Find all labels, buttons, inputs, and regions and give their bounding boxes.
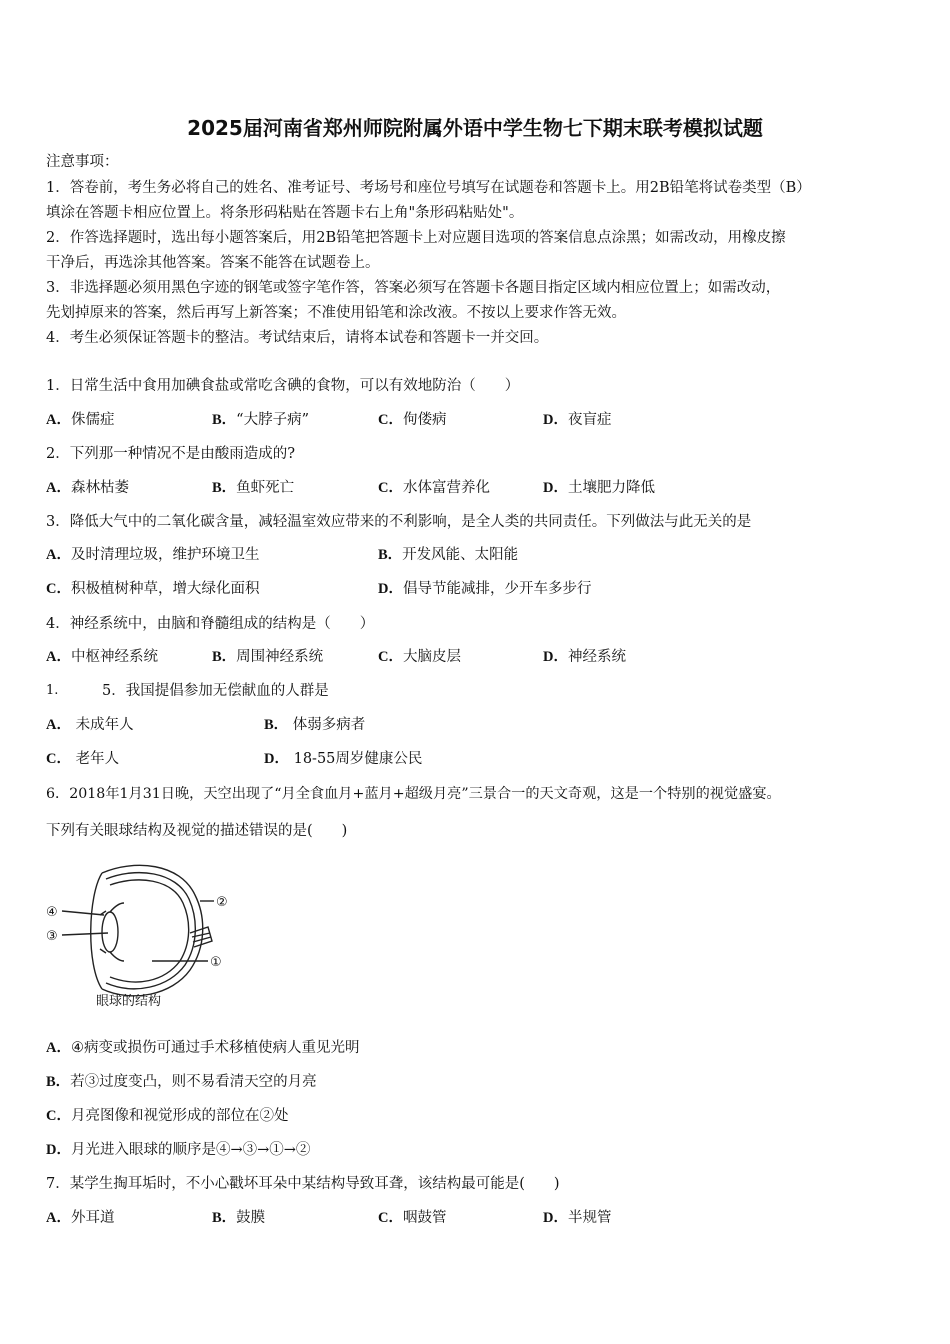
option-c: C．咽鼓管 (378, 1210, 447, 1226)
option-d: D．半规管 (543, 1210, 612, 1226)
question-stem: 4．神经系统中，由脑和脊髓组成的结构是（ ） (46, 616, 375, 632)
option-b: B． 体弱多病者 (264, 717, 366, 733)
figure-label: ③ (46, 929, 58, 944)
question-stem: 3．降低大气中的二氧化碳含量，减轻温室效应带来的不利影响，是全人类的共同责任。下列做法与此无关的是 (46, 514, 752, 530)
option-d: D．月光进入眼球的顺序是④→③→①→② (46, 1142, 311, 1158)
option-a: A． 未成年人 (46, 717, 134, 733)
figure-label: ④ (46, 905, 58, 920)
figure-label: ② (216, 895, 228, 910)
page-title: 2025届河南省郑州师院附属外语中学生物七下期末联考模拟试题 (187, 116, 763, 140)
notice-line: 1．答卷前，考生务必将自己的姓名、准考证号、考场号和座位号填写在试题卷和答题卡上。用2B铅笔将试卷类型（B） (46, 180, 811, 196)
question-stem: 6．2018年1月31日晚，天空出现了“月全食血月+蓝月+超级月亮”三景合一的天文奇观，这是一个特别的视觉盛宴。 (46, 786, 781, 802)
notice-line: 4．考生必须保证答题卡的整洁。考试结束后，请将本试卷和答题卡一并交回。 (46, 330, 549, 346)
option-a: A．森林枯萎 (46, 480, 129, 496)
option-d: D．夜盲症 (543, 412, 612, 428)
notice-line: 先划掉原来的答案，然后再写上新答案；不准使用铅笔和涂改液。不按以上要求作答无效。 (46, 305, 626, 321)
option-a: A．中枢神经系统 (46, 649, 158, 665)
question-stem: 5．我国提倡参加无偿献血的人群是 (102, 683, 329, 699)
option-d: D．倡导节能减排，少开车多步行 (378, 581, 592, 597)
option-d: D．神经系统 (543, 649, 626, 665)
notice-line: 2．作答选择题时，选出每小题答案后，用2B铅笔把答题卡上对应题目选项的答案信息点涂黑；如需改动，用橡皮擦 (46, 230, 786, 246)
option-b: B．鱼虾死亡 (212, 480, 295, 496)
question-stem-continued: 下列有关眼球结构及视觉的描述错误的是( ) (46, 823, 348, 839)
option-d: D．土壤肥力降低 (543, 480, 655, 496)
option-b: B．若③过度变凸，则不易看清天空的月亮 (46, 1074, 317, 1090)
option-a: A．及时清理垃圾，维护环境卫生 (46, 547, 260, 563)
question-stem: 1．日常生活中食用加碘食盐或常吃含碘的食物，可以有效地防治（ ） (46, 378, 520, 394)
notice-line: 填涂在答题卡相应位置上。将条形码粘贴在答题卡右上角"条形码粘贴处"。 (46, 205, 524, 221)
option-c: C．佝偻病 (378, 412, 447, 428)
option-c: C．月亮图像和视觉形成的部位在②处 (46, 1108, 289, 1124)
option-c: C．大脑皮层 (378, 649, 461, 665)
option-d: D． 18-55周岁健康公民 (264, 751, 423, 767)
option-b: B．“大脖子病” (212, 412, 309, 428)
option-a: A．侏儒症 (46, 412, 115, 428)
option-c: C．水体富营养化 (378, 480, 490, 496)
figure-caption: 眼球的结构 (96, 994, 162, 1009)
notice-line: 3．非选择题必须用黑色字迹的钢笔或签字笔作答，答案必须写在答题卡各题目指定区域内相应位置上；如需改动， (46, 280, 781, 296)
option-b: B．周围神经系统 (212, 649, 324, 665)
option-a: A．④病变或损伤可通过手术移植使病人重见光明 (46, 1040, 360, 1056)
option-c: C．积极植树种草，增大绿化面积 (46, 581, 260, 597)
option-c: C． 老年人 (46, 751, 120, 767)
notice-line: 干净后，再选涂其他答案。答案不能答在试题卷上。 (46, 255, 380, 271)
option-b: B．鼓膜 (212, 1210, 266, 1226)
question-stem: 7．某学生掏耳垢时，不小心戳坏耳朵中某结构导致耳聋，该结构最可能是( ) (46, 1176, 560, 1192)
notice-header: 注意事项： (46, 154, 119, 170)
figure-label: ① (210, 955, 222, 970)
option-a: A．外耳道 (46, 1210, 115, 1226)
question-stem: 2．下列那一种情况不是由酸雨造成的? (46, 446, 295, 462)
list-prefix: 1. (46, 683, 59, 698)
option-b: B．开发风能、太阳能 (378, 547, 519, 563)
